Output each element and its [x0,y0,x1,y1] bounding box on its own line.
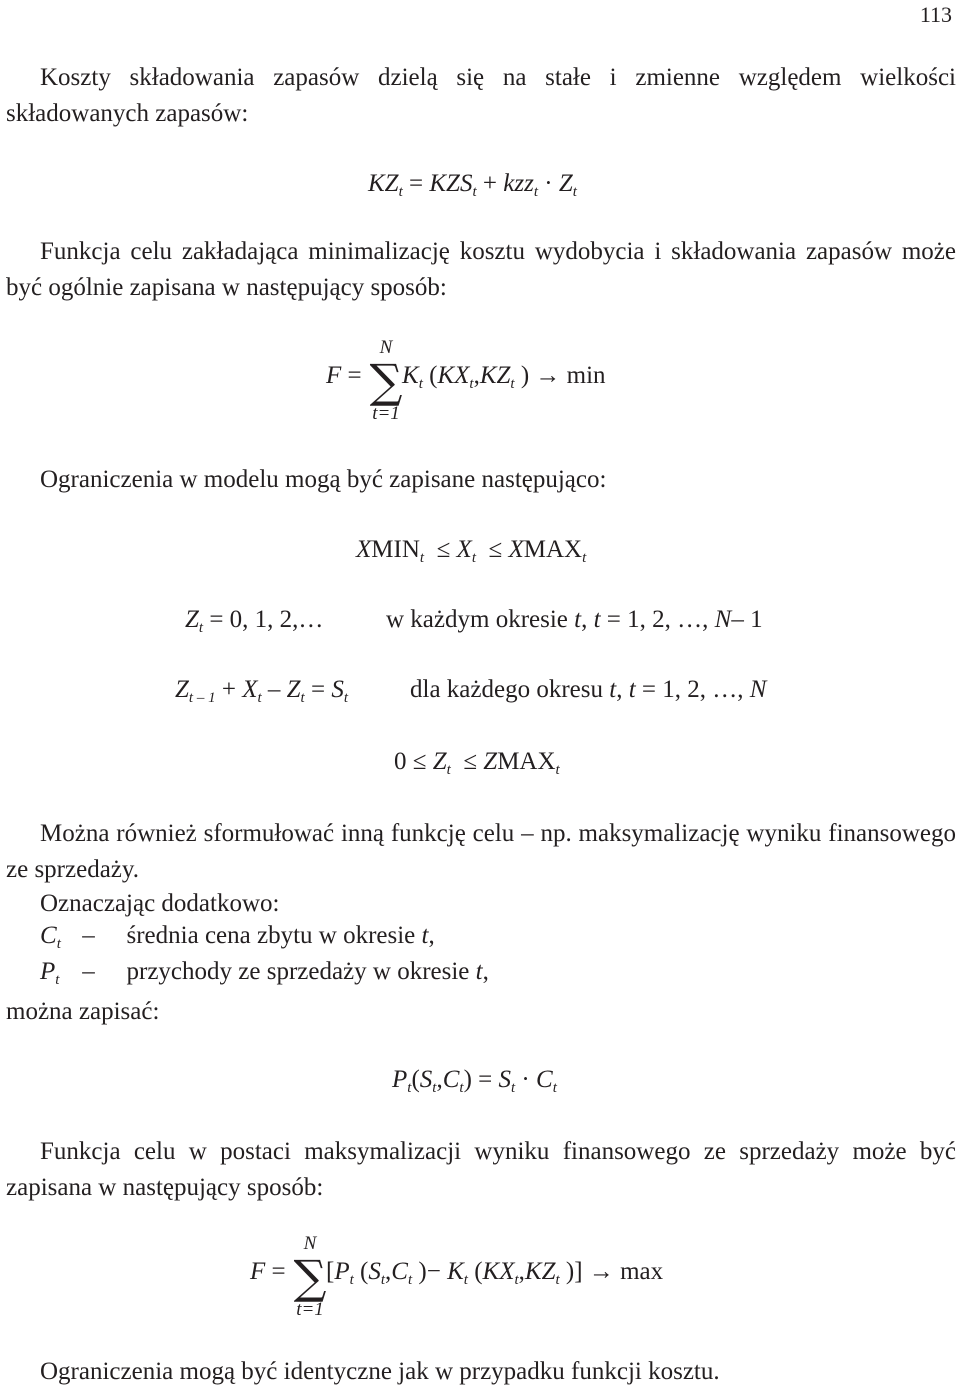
equation-objective-min-body: $K_t$ ($KX_t,KZ_t$ ) → min [402,362,606,392]
paragraph-storage-costs [6,60,956,132]
paragraph-constraints-intro [6,462,956,498]
paragraph-objective-max [6,1134,956,1206]
constraint-balance: $Z_{t - 1} + X_t - Z_t = S_t$ [175,676,348,706]
constraint-x-bounds: $XMIN_t \le X_t$ ≤ $XMAX_t$ [356,536,587,566]
paragraph-text: Koszty składowania zapasów dzielą się na stałe i zmienne względem wielkości składowanych zapasów: [6,64,956,127]
equation-objective-max-body: [$P_t$ ($S_t,C_t$ )− $K_t$ ($KX_t,KZ_t$ )] → max [326,1258,664,1288]
paragraph-notation-intro [6,886,956,922]
equation-storage-cost: $KZ_t = KZS_t + kzz_t \cdot Z_t$ [368,170,577,200]
paragraph-text: Funkcja celu zakładająca minimalizację kosztu wydobycia i składowania zapasów może być ogólnie zapisana w następujący sposób: [6,238,956,301]
paragraph-text: Można również sformułować inną funkcję celu – np. maksymalizację wyniku finansowego ze sprzedaży. [6,820,956,883]
paragraph-text: Funkcja celu w postaci maksymalizacji wyniku finansowego ze sprzedaży może być zapisana w następujący sposób: [6,1138,956,1201]
definition-row: $C_t$ – średnia cena zbytu w okresie t, [40,922,435,952]
paragraph-text: można zapisać: [6,998,160,1025]
paragraph-alt-objective [6,816,956,888]
sum-symbol: N ∑ t=1 [293,1233,327,1320]
paragraph-text: Oznaczając dodatkowo: [40,890,280,917]
page-number: 113 [919,2,952,27]
paragraph-text: Ograniczenia mogą być identyczne jak w przypadku funkcji kosztu. [40,1358,720,1385]
constraint-balance-desc: dla każdego okresu t, t = 1, 2, …, N [410,676,767,703]
equation-objective-min: F = [326,362,362,389]
constraint-z-integer-desc: w każdym okresie t, t = 1, 2, …, N– 1 [386,606,763,633]
paragraph-text: Ograniczenia w modelu mogą być zapisane następująco: [40,466,607,493]
paragraph-constraints-same [6,1354,956,1390]
constraint-z-integer: $Z_t = 0$, 1, 2,… [185,606,324,636]
constraint-z-bounds: $0 \le Z_t$ ≤ $ZMAX_t$ [394,748,560,778]
definition-row: $P_t$ – przychody ze sprzedaży w okresie t, [40,958,489,988]
equation-objective-max: F = [250,1258,286,1285]
paragraph-objective-min [6,234,956,306]
sum-symbol: N ∑ t=1 [369,337,403,424]
paragraph-can-write [6,994,956,1030]
equation-revenue: $P_t(S_t,C_t) = S_t \cdot C_t$ [392,1066,557,1096]
